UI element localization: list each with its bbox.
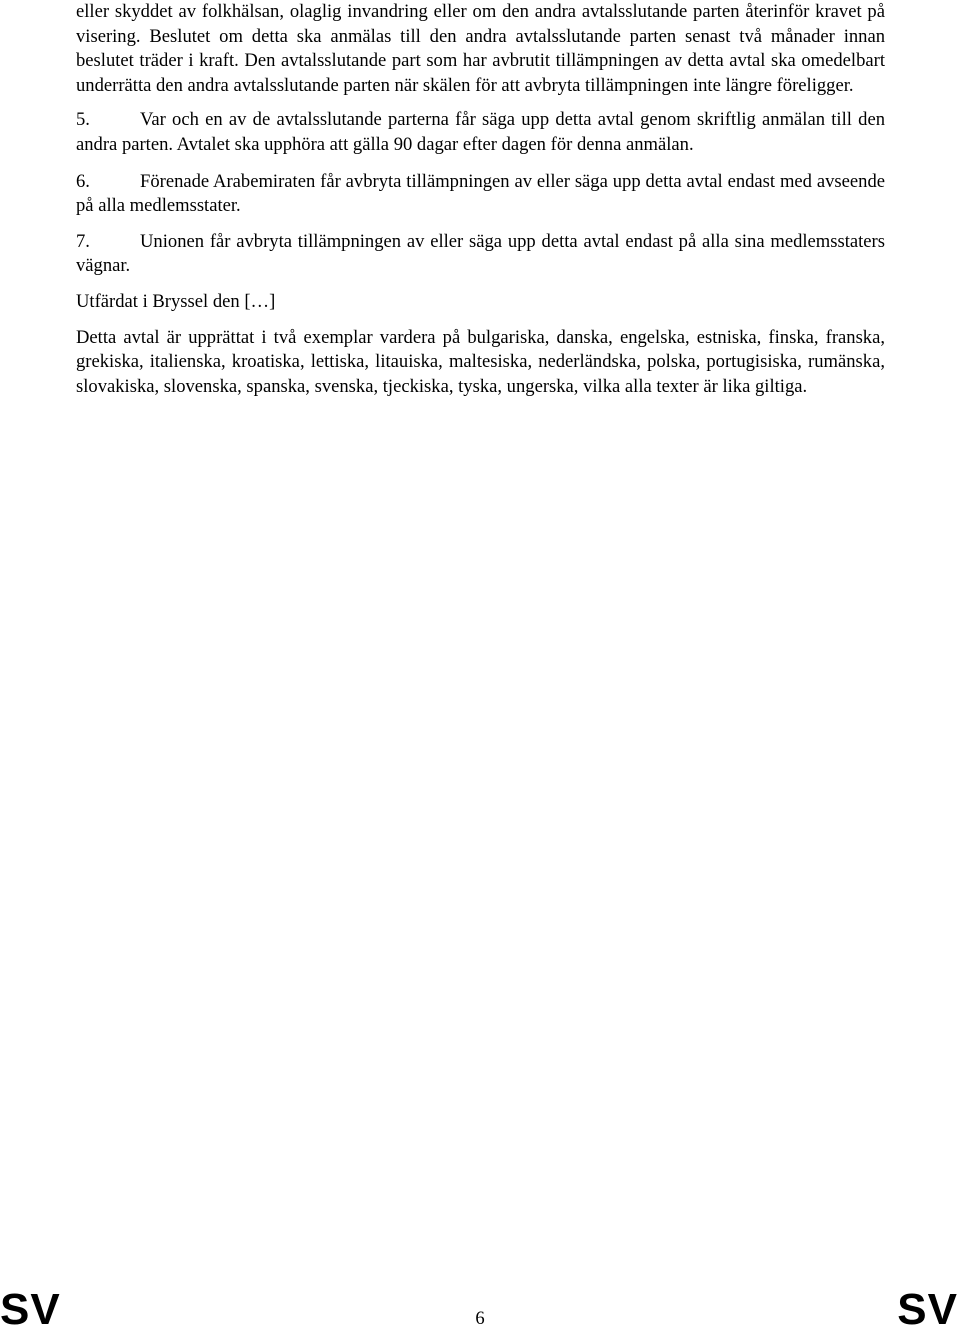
- item-number: 7.: [76, 230, 90, 252]
- item-number: 5.: [76, 109, 90, 131]
- footer-language-code-left: SV: [0, 1285, 61, 1334]
- closing-paragraph: Detta avtal är upprättat i två exemplar vardera på bulgariska, danska, engelska, estniska, finska, franska, grekiska, italienska, kroatiska, lettiska, litauiska, maltesiska, nederländska, polska, portugisiska, rumänska, slovakiska, slovenska, spanska, svenska, tjeckiska, tyska, ungerska, vilka alla texter är lika giltiga.: [76, 326, 885, 397]
- issued-line: Utfärdat i Bryssel den […]: [76, 290, 276, 312]
- item-number: 6.: [76, 170, 90, 192]
- item-text: Var och en av de avtalsslutande parterna får säga upp detta avtal genom skriftlig anmälan till den andra parten. Avtalet ska upphöra att gälla 90 dagar efter dagen för denna anmälan.: [76, 109, 885, 155]
- footer-language-code-right: SV: [897, 1285, 958, 1334]
- item-text: Förenade Arabemiraten får avbryta tillämpningen av eller säga upp detta avtal endast med avseende på alla medlemsstater.: [76, 170, 885, 217]
- opening-paragraph: eller skyddet av folkhälsan, olaglig invandring eller om den andra avtalsslutande parten återinför kravet på visering. Beslutet om detta ska anmälas till den andra avtalsslutande parten senast två månader innan beslutet träder i kraft. Den avtalsslutande part som har avbrutit tillämpningen av detta avtal ska omedelbart underrätta den andra avtalsslutande parten när skälen för att avbryta tillämpningen inte längre föreligger.: [76, 1, 885, 96]
- numbered-item-5: [76, 108, 885, 157]
- document-body: [76, 0, 885, 399]
- page-number: 6: [475, 1308, 485, 1329]
- item-text: Unionen får avbryta tillämpningen av eller säga upp detta avtal endast på alla sina medlemsstaters vägnar.: [76, 230, 885, 277]
- numbered-item-6: [76, 170, 885, 219]
- numbered-item-7: [76, 230, 885, 279]
